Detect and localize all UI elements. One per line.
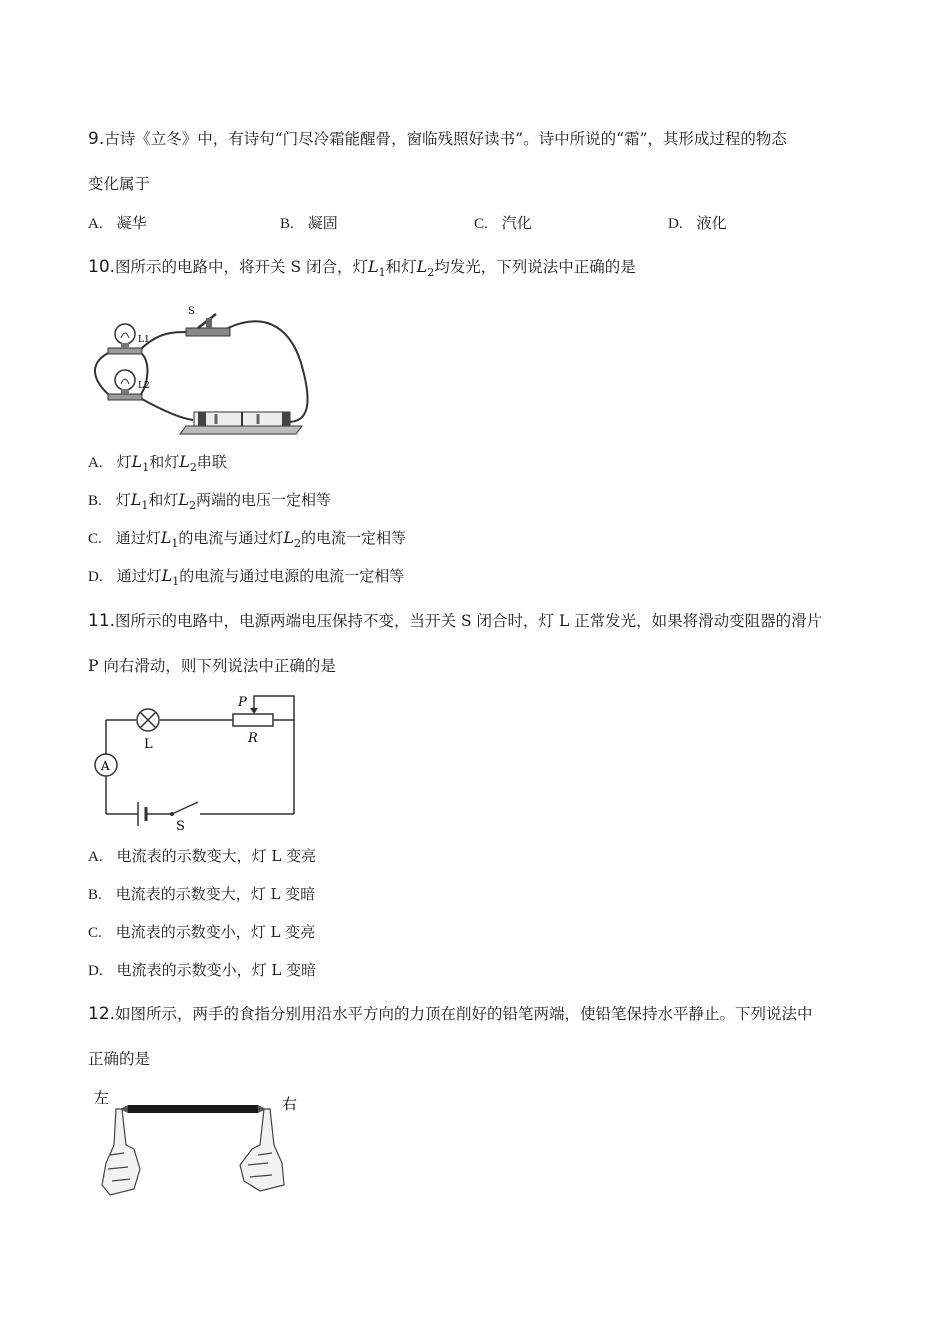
q9-option-c-text: 汽化 [501, 214, 532, 232]
q10-wire-left [95, 352, 110, 396]
q11-stem-line1 [88, 611, 822, 631]
q10-option-b-text-2: 和灯 [148, 491, 179, 509]
q10-option-d[interactable] [88, 566, 404, 592]
q10-option-c-text-3: 的电流一定相等 [301, 529, 407, 547]
q10-text-2: 和灯 [385, 258, 417, 276]
q11-option-b-text: 电流表的示数变大，灯 L 变暗 [115, 885, 316, 903]
q9-number: 9. [88, 129, 105, 149]
q12-right-hand [240, 1109, 284, 1191]
q9-option-c[interactable] [474, 213, 532, 234]
q11-option-b-letter: B. [88, 887, 102, 903]
q11-option-c[interactable] [88, 922, 315, 943]
q9-option-b-text: 凝固 [307, 214, 338, 232]
q9-option-a-letter: A. [88, 216, 103, 232]
q12-label-right: 右 [282, 1095, 298, 1113]
q10-bulb-l1-base [108, 348, 142, 354]
q10-bulb-l1-socket [121, 343, 129, 348]
q10-option-d-letter: D. [88, 569, 103, 585]
q10-option-a[interactable] [88, 452, 227, 478]
q11-option-c-letter: C. [88, 925, 102, 941]
q10-wire-right [228, 321, 308, 422]
q11-label-s: S [176, 819, 185, 830]
q10-circuit-figure [88, 300, 328, 440]
q10-text-3: 均发光，下列说法中正确的是 [434, 258, 636, 276]
q10-bulb-l1 [115, 324, 135, 344]
q12-pencil-figure [88, 1085, 318, 1205]
q9-option-c-letter: C. [474, 216, 488, 232]
q10-option-b-text-3: 两端的电压一定相等 [196, 491, 332, 509]
q9-option-d-text: 液化 [696, 214, 727, 232]
q10-number: 10. [88, 257, 116, 277]
q10-option-c-math-l2: $L_2$ [283, 528, 302, 551]
q9-text-1: 古诗《立冬》中，有诗句“门尽冷霜能醒骨，窗临残照好读书”。诗中所说的“霜”，其形成过程的物态 [104, 130, 787, 148]
q11-option-d-letter: D. [88, 963, 103, 979]
q10-math-l2: $L_2$ [416, 257, 435, 280]
q12-stem-line1 [88, 1004, 813, 1024]
q10-option-b-text-1: 灯 [115, 491, 131, 509]
q12-stem-line2: 正确的是 [88, 1050, 151, 1068]
q12-label-left: 左 [94, 1089, 110, 1107]
q11-label-r: R [248, 731, 258, 746]
q10-option-a-text-1: 灯 [116, 453, 132, 471]
q10-option-b[interactable] [88, 490, 331, 516]
q10-option-b-math-l1: $L_1$ [130, 490, 149, 513]
q12-text-1: 如图所示，两手的食指分别用沿水平方向的力顶在削好的铅笔两端，使铅笔保持水平静止。下列说法中 [115, 1005, 813, 1023]
q11-option-d-text: 电流表的示数变小，灯 L 变暗 [116, 961, 317, 979]
q11-text-1: 图所示的电路中，电源两端电压保持不变，当开关 S 闭合时，灯 L 正常发光，如果将滑动变阻器的滑片 [115, 612, 823, 630]
q10-option-a-math-l2: $L_2$ [179, 452, 197, 475]
q10-battery-board [180, 426, 302, 434]
q11-slider-arrow [250, 708, 258, 714]
q10-switch-base [186, 328, 230, 336]
q12-left-hand [102, 1109, 140, 1195]
q10-option-a-letter: A. [88, 455, 103, 471]
q10-option-b-letter: B. [88, 493, 102, 509]
q10-label-s: S [188, 306, 195, 317]
q9-option-d-letter: D. [668, 216, 683, 232]
q10-option-c-text-2: 的电流与通过灯 [178, 529, 284, 547]
q11-option-c-text: 电流表的示数变小，灯 L 变亮 [115, 923, 316, 941]
q10-option-c-math-l1: $L_1$ [160, 528, 179, 551]
q10-battery-terminal-right [282, 412, 290, 426]
q9-option-b-letter: B. [280, 216, 294, 232]
q10-stem [88, 257, 636, 283]
q10-option-d-math-l1: $L_1$ [161, 566, 180, 589]
q10-switch-post [206, 318, 212, 328]
q11-option-b[interactable] [88, 884, 315, 905]
q11-label-p: P [238, 695, 247, 710]
q9-stem-line1 [88, 129, 787, 149]
q11-circuit-figure [88, 690, 308, 830]
q12-pencil-body [128, 1105, 258, 1113]
q11-option-a-text: 电流表的示数变大，灯 L 变亮 [116, 847, 317, 865]
q10-bulb-l2 [115, 370, 135, 390]
q10-option-d-text-1: 通过灯 [116, 567, 162, 585]
q9-option-a[interactable] [88, 213, 147, 234]
q10-option-a-text-2: 和灯 [149, 453, 180, 471]
q9-stem-line2: 变化属于 [88, 175, 151, 193]
q10-bulb-l2-base [108, 394, 142, 400]
q10-text-1: 图所示的电路中，将开关 S 闭合，灯 [115, 258, 369, 276]
q9-option-a-text: 凝华 [116, 214, 147, 232]
q10-option-d-text-2: 的电流与通过电源的电流一定相等 [179, 567, 405, 585]
q10-option-b-math-l2: $L_2$ [178, 490, 197, 513]
q9-option-b[interactable] [280, 213, 338, 234]
q10-option-a-math-l1: $L_1$ [131, 452, 150, 475]
q11-option-a[interactable] [88, 846, 316, 867]
q10-math-l1: $L_1$ [368, 257, 386, 280]
q11-label-l: L [144, 737, 153, 752]
q11-option-a-letter: A. [88, 849, 103, 865]
q10-battery-terminal-left [198, 412, 206, 426]
q12-number: 12. [88, 1004, 116, 1024]
q10-option-c-text-1: 通过灯 [115, 529, 161, 547]
q10-option-c-letter: C. [88, 531, 102, 547]
q10-option-c[interactable] [88, 528, 406, 554]
q9-option-d[interactable] [668, 213, 727, 234]
q11-switch-blade [172, 802, 198, 814]
q10-label-l1: L1 [138, 335, 150, 345]
q11-number: 11. [88, 611, 116, 631]
q10-wire-bottom [140, 398, 193, 420]
q10-bulb-l2-socket [121, 389, 129, 394]
q11-rheostat [233, 714, 273, 726]
q11-option-d[interactable] [88, 960, 316, 981]
q10-label-l2: L2 [138, 381, 150, 391]
q10-option-a-text-3: 串联 [196, 453, 227, 471]
q11-label-a: A [101, 759, 110, 773]
q11-stem-line2: P 向右滑动，则下列说法中正确的是 [88, 657, 336, 675]
